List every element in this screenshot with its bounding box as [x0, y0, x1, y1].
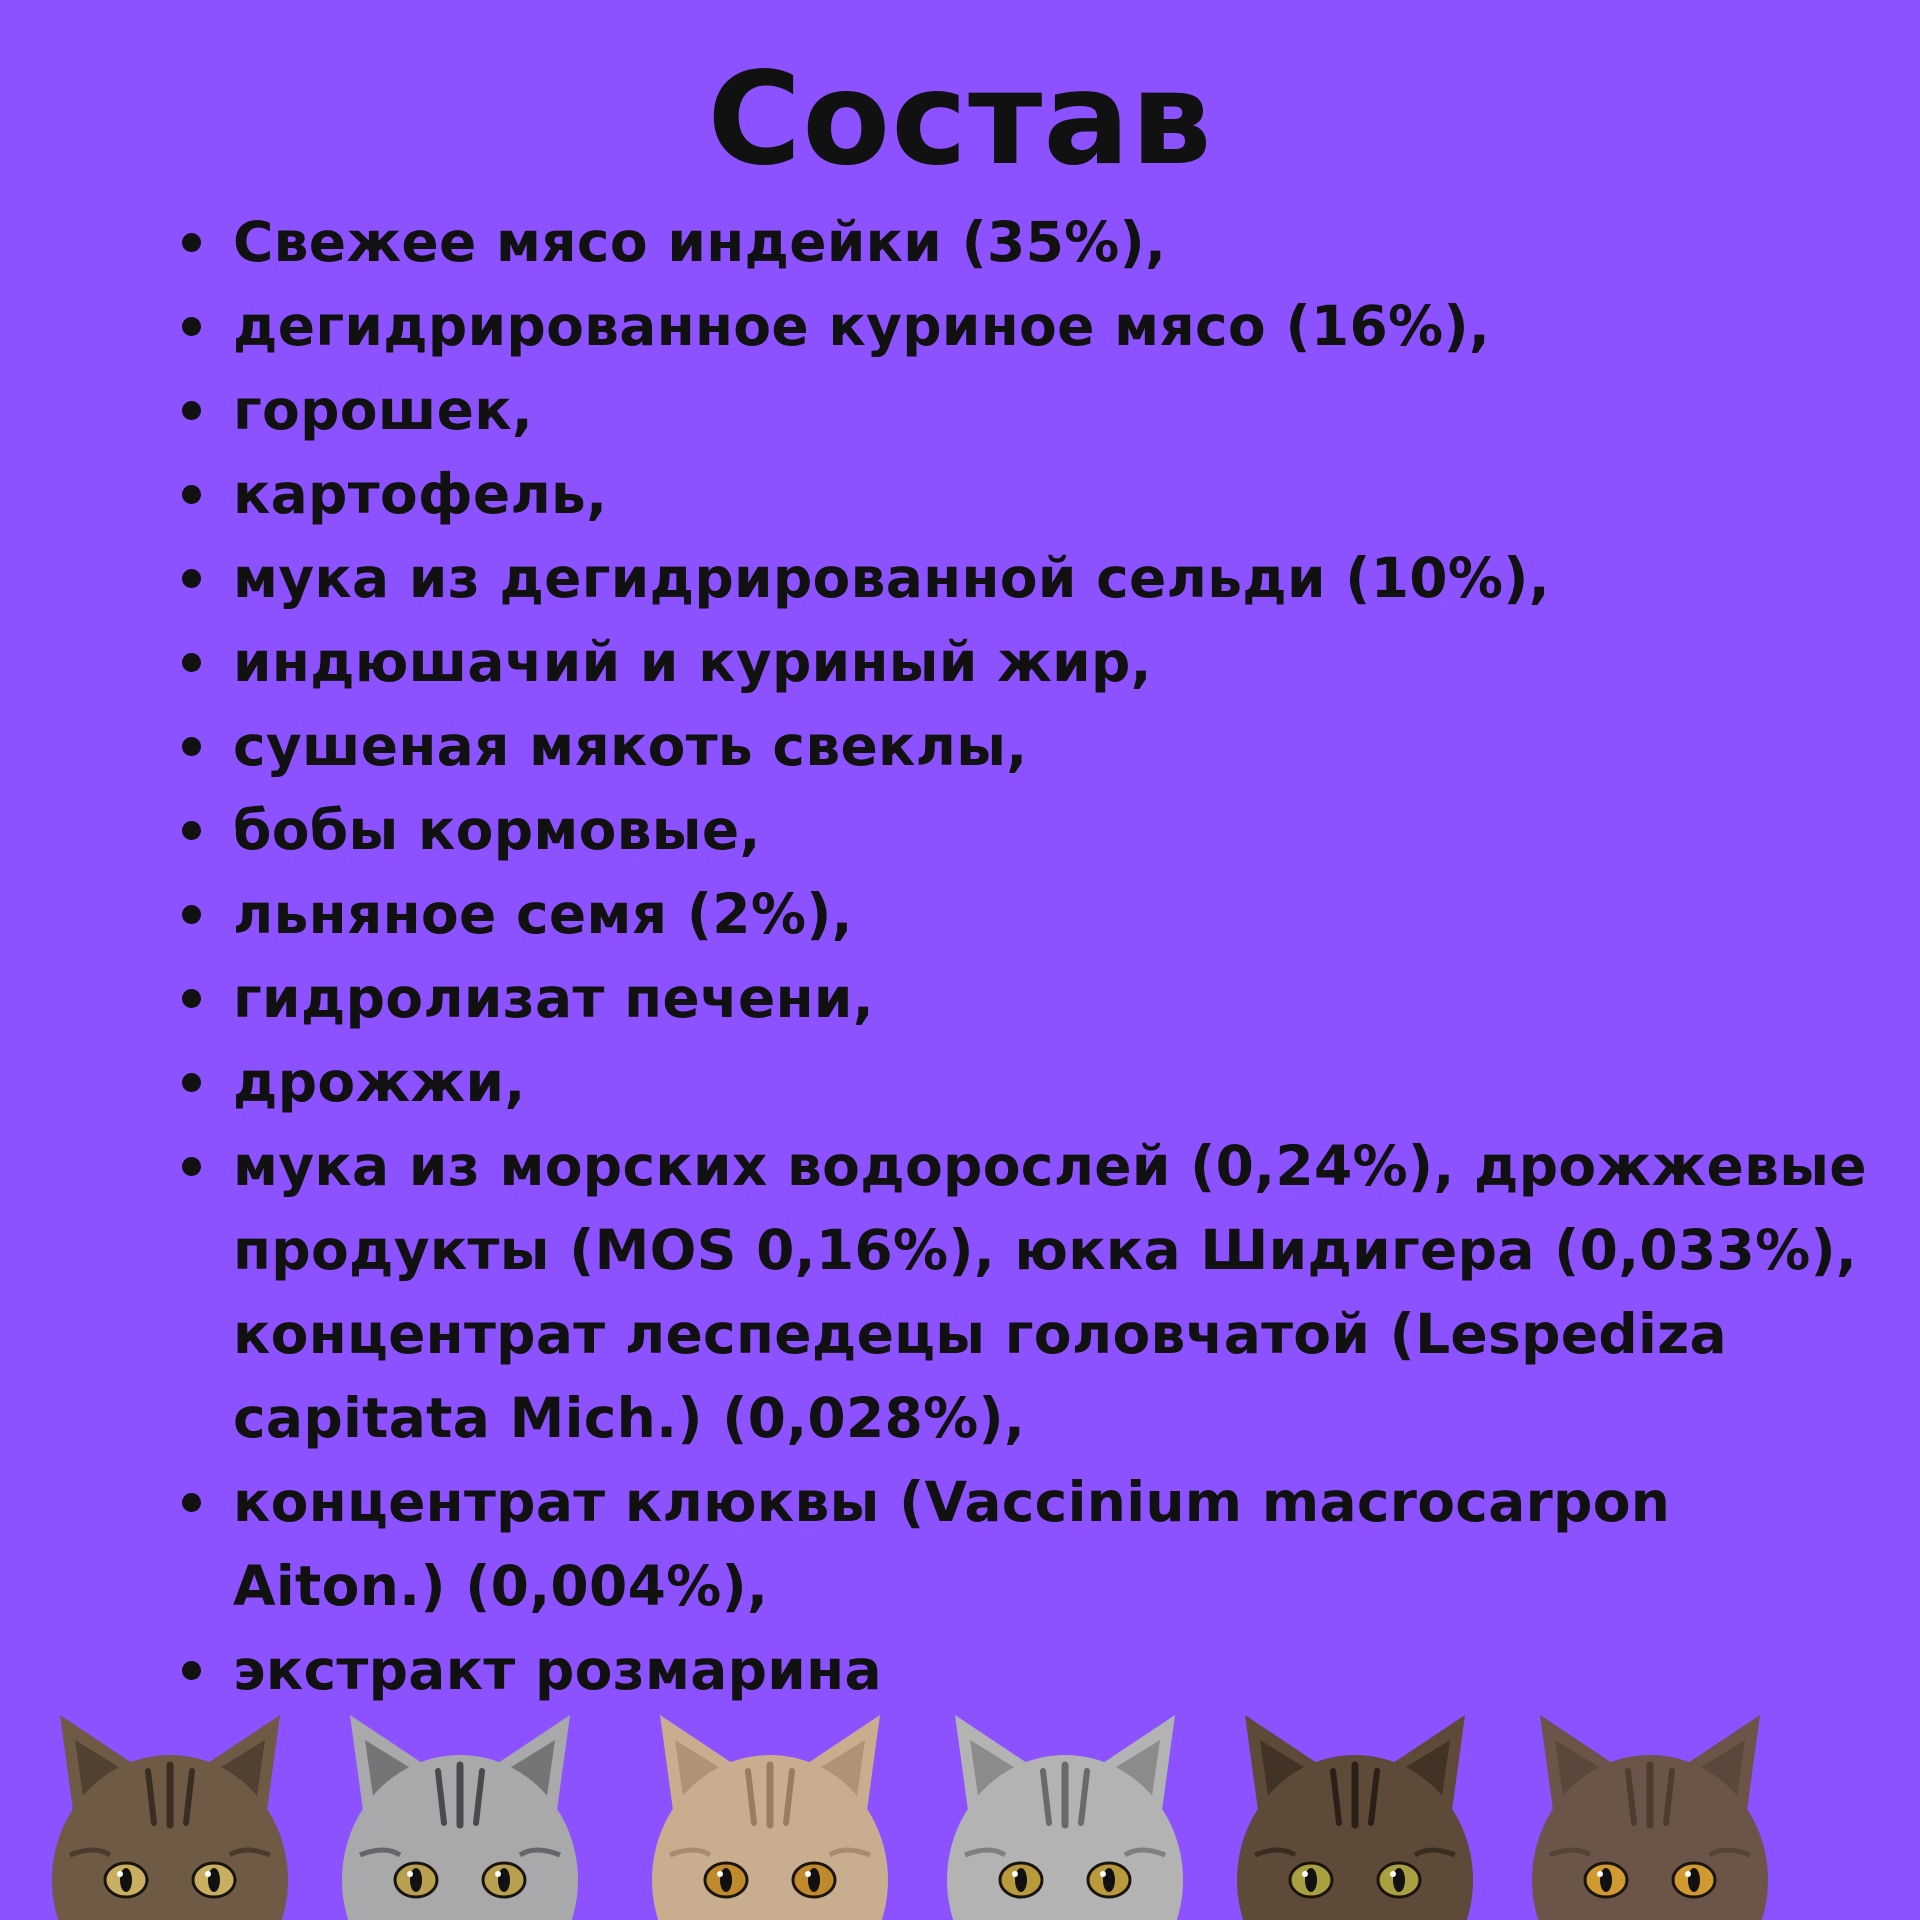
page-title: Состав [707, 45, 1213, 194]
ingredient-item [175, 200, 1875, 284]
ingredient-text: гидролизат печени, [233, 966, 874, 1030]
ingredient-item [175, 1460, 1875, 1628]
cat-photo-strip [0, 1705, 1920, 1920]
ingredient-text: экстракт розмарина [233, 1638, 882, 1702]
ingredient-item [175, 1124, 1875, 1460]
bullet-icon [182, 905, 201, 924]
bullet-icon [182, 1493, 201, 1512]
ingredient-text: картофель, [233, 462, 608, 526]
bullet-icon [182, 737, 201, 756]
ingredient-text: дрожжи, [233, 1050, 526, 1114]
ingredient-item [175, 536, 1875, 620]
bullet-icon [182, 485, 201, 504]
bullet-icon [182, 821, 201, 840]
ingredient-text: индюшачий и куриный жир, [233, 630, 1152, 694]
silver-tabby-cat-icon [330, 1705, 590, 1920]
bullet-icon [182, 1661, 201, 1680]
bullet-icon [182, 317, 201, 336]
ingredient-text: сушеная мякоть свеклы, [233, 714, 1028, 778]
ingredient-text: дегидрированное куриное мясо (16%), [233, 294, 1491, 358]
ingredient-item [175, 620, 1875, 704]
ingredient-text: льняное семя (2%), [233, 882, 853, 946]
bullet-icon [182, 653, 201, 672]
ingredient-text: концентрат клюквы (Vaccinium macrocarpon Aiton.) (0,004%), [233, 1470, 1671, 1618]
bullet-icon [182, 989, 201, 1008]
bullet-icon [182, 1157, 201, 1176]
ingredient-list [175, 200, 1875, 1712]
brown-cat-icon [1520, 1705, 1780, 1920]
bullet-icon [182, 569, 201, 588]
ingredient-item [175, 368, 1875, 452]
bullet-icon [182, 1073, 201, 1092]
ingredient-text: горошек, [233, 378, 534, 442]
bullet-icon [182, 233, 201, 252]
silver-cat-icon [935, 1705, 1195, 1920]
ingredient-item [175, 284, 1875, 368]
bullet-icon [182, 401, 201, 420]
cream-cat-icon [640, 1705, 900, 1920]
ingredient-text: Свежее мясо индейки (35%), [233, 210, 1167, 274]
ingredient-text: мука из морских водорослей (0,24%), дрожжевые продукты (MOS 0,16%), юкка Шидигера (0,033%), концентрат леспедецы головчатой (Lespediza capitata Mich.) (0,028%), [233, 1134, 1867, 1450]
ingredient-item [175, 872, 1875, 956]
ingredient-item [175, 956, 1875, 1040]
ingredient-item [175, 452, 1875, 536]
ingredient-text: мука из дегидрированной сельди (10%), [233, 546, 1550, 610]
ingredient-item [175, 788, 1875, 872]
ingredient-item [175, 1628, 1875, 1712]
ingredient-text: бобы кормовые, [233, 798, 761, 862]
tabby-cat-icon [40, 1705, 300, 1920]
ingredient-item [175, 1040, 1875, 1124]
ingredient-item [175, 704, 1875, 788]
dark-tabby-cat-icon [1225, 1705, 1485, 1920]
